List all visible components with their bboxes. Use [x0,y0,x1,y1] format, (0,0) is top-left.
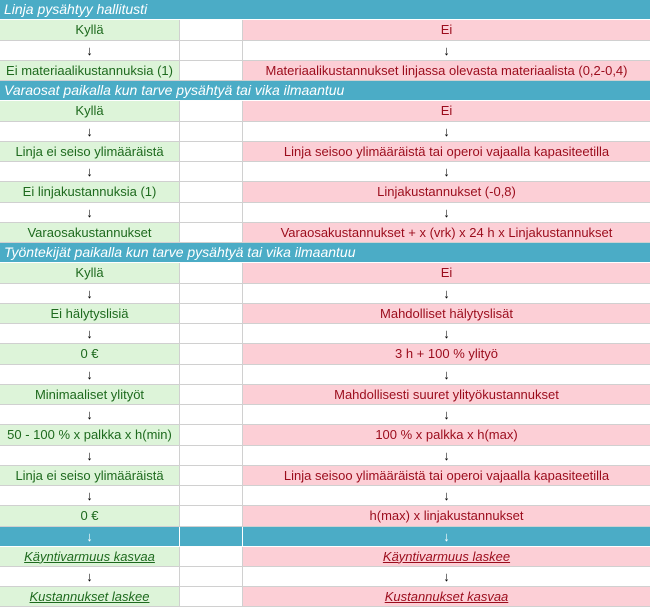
no-cell[interactable]: Ei [243,263,650,283]
no-cell[interactable]: Kustannukset kasvaa [243,587,650,607]
arrow-row [0,41,650,61]
section-header [0,0,650,20]
arrow-down-icon[interactable]: ↓ [243,365,650,385]
section-header [0,81,650,101]
table-row [0,344,650,364]
table-row [0,506,650,526]
no-cell[interactable]: 100 % x palkka x h(max) [243,425,650,445]
yes-cell[interactable]: 50 - 100 % x palkka x h(min) [0,425,180,445]
yes-cell[interactable]: 0 € [0,344,180,364]
yes-cell[interactable]: Minimaaliset ylityöt [0,385,180,405]
no-cell[interactable]: 3 h + 100 % ylityö [243,344,650,364]
arrow-down-icon[interactable]: ↓ [0,567,180,587]
no-cell[interactable]: Käyntivarmuus laskee [243,547,650,567]
table-row [0,466,650,486]
no-cell[interactable]: Ei [243,20,650,40]
spacer-cell[interactable] [180,486,243,506]
table-row [0,61,650,81]
arrow-down-icon[interactable]: ↓ [243,162,650,182]
spacer-cell[interactable] [180,365,243,385]
spacer-cell[interactable] [180,203,243,223]
no-cell[interactable]: h(max) x linjakustannukset [243,506,650,526]
arrow-down-icon[interactable]: ↓ [0,284,180,304]
spacer-cell[interactable] [180,304,243,324]
yes-cell[interactable]: Kyllä [0,20,180,40]
arrow-row [0,162,650,182]
spacer-cell[interactable] [180,547,243,567]
spacer-cell[interactable] [180,122,243,142]
arrow-down-icon[interactable]: ↓ [0,41,180,61]
no-cell[interactable]: Ei [243,101,650,121]
yes-cell[interactable]: Kyllä [0,101,180,121]
arrow-down-icon[interactable]: ↓ [243,41,650,61]
arrow-down-icon[interactable]: ↓ [0,162,180,182]
arrow-down-icon[interactable]: ↓ [243,486,650,506]
spacer-cell[interactable] [180,41,243,61]
arrow-down-icon[interactable]: ↓ [243,324,650,344]
arrow-down-icon[interactable]: ↓ [0,122,180,142]
table-row [0,182,650,202]
table-row [0,20,650,40]
arrow-down-icon[interactable]: ↓ [243,527,650,547]
arrow-row [0,486,650,506]
spacer-cell[interactable] [180,587,243,607]
spacer-cell[interactable] [180,324,243,344]
spacer-cell[interactable] [180,101,243,121]
yes-cell[interactable]: Ei linjakustannuksia (1) [0,182,180,202]
table-row [0,304,650,324]
spacer-cell[interactable] [180,466,243,486]
table-row [0,263,650,283]
arrow-down-icon[interactable]: ↓ [0,486,180,506]
spacer-cell[interactable] [180,263,243,283]
yes-cell[interactable]: Ei materiaalikustannuksia (1) [0,61,180,81]
separator-row [0,527,650,547]
spacer-cell[interactable] [180,567,243,587]
spacer-cell[interactable] [180,162,243,182]
section-title: Linja pysähtyy hallitusti [4,1,148,17]
arrow-row [0,122,650,142]
no-cell[interactable]: Mahdolliset hälytyslisät [243,304,650,324]
spacer-cell[interactable] [180,142,243,162]
yes-cell[interactable]: Varaosakustannukset [0,223,180,243]
section-title: Varaosat paikalla kun tarve pysähtyä tai vika ilmaantuu [4,82,345,98]
arrow-down-icon[interactable]: ↓ [243,446,650,466]
spacer-cell[interactable] [180,425,243,445]
table-row [0,425,650,445]
spacer-cell[interactable] [180,506,243,526]
table-row [0,223,650,243]
spacer-cell[interactable] [180,20,243,40]
yes-cell[interactable]: 0 € [0,506,180,526]
table-row [0,547,650,567]
table-row [0,101,650,121]
arrow-down-icon[interactable]: ↓ [0,405,180,425]
arrow-down-icon[interactable]: ↓ [0,365,180,385]
arrow-down-icon[interactable]: ↓ [243,567,650,587]
spacer-cell[interactable] [180,446,243,466]
spacer-cell[interactable] [180,527,243,547]
spacer-cell[interactable] [180,223,243,243]
arrow-row [0,324,650,344]
no-cell[interactable]: Linja seisoo ylimääräistä tai operoi vajaalla kapasiteetilla [243,142,650,162]
table-row [0,587,650,607]
yes-cell[interactable]: Kyllä [0,263,180,283]
arrow-row [0,446,650,466]
spacer-cell[interactable] [180,344,243,364]
no-cell[interactable]: Varaosakustannukset + x (vrk) x 24 h x Linjakustannukset [243,223,650,243]
arrow-row [0,567,650,587]
yes-cell[interactable]: Käyntivarmuus kasvaa [0,547,180,567]
table-row [0,142,650,162]
no-cell[interactable]: Materiaalikustannukset linjassa olevasta materiaalista (0,2-0,4) [243,61,650,81]
spacer-cell[interactable] [180,385,243,405]
section-title: Työntekijät paikalla kun tarve pysähtyä tai vika ilmaantuu [4,244,356,260]
arrow-down-icon[interactable]: ↓ [243,122,650,142]
section-header [0,243,650,263]
yes-cell[interactable]: Ei hälytyslisiä [0,304,180,324]
spacer-cell[interactable] [180,284,243,304]
arrow-row [0,203,650,223]
arrow-down-icon[interactable]: ↓ [243,405,650,425]
arrow-down-icon[interactable]: ↓ [0,324,180,344]
arrow-down-icon[interactable]: ↓ [0,527,180,547]
arrow-down-icon[interactable]: ↓ [243,203,650,223]
arrow-down-icon[interactable]: ↓ [0,203,180,223]
spacer-cell[interactable] [180,61,243,81]
arrow-row [0,405,650,425]
spacer-cell[interactable] [180,405,243,425]
spacer-cell[interactable] [180,182,243,202]
yes-cell[interactable]: Kustannukset laskee [0,587,180,607]
yes-cell[interactable]: Linja ei seiso ylimääräistä [0,142,180,162]
arrow-row [0,365,650,385]
arrow-down-icon[interactable]: ↓ [0,446,180,466]
no-cell[interactable]: Mahdollisesti suuret ylityökustannukset [243,385,650,405]
no-cell[interactable]: Linjakustannukset (-0,8) [243,182,650,202]
no-cell[interactable]: Linja seisoo ylimääräistä tai operoi vajaalla kapasiteetilla [243,466,650,486]
arrow-row [0,284,650,304]
table-row [0,385,650,405]
arrow-down-icon[interactable]: ↓ [243,284,650,304]
yes-cell[interactable]: Linja ei seiso ylimääräistä [0,466,180,486]
